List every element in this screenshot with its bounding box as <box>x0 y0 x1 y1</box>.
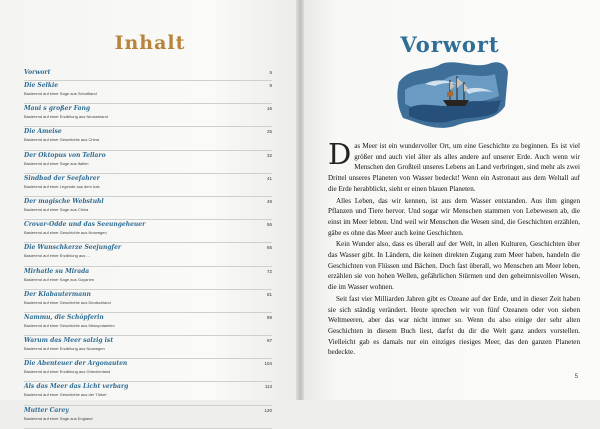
toc-entry <box>24 290 272 313</box>
toc-entry-title: Als das Meer das Licht verbarg <box>24 383 129 391</box>
toc-entry-title: Vorwort <box>24 69 51 76</box>
toc-entry-title: Nammu, die Schöpferin <box>24 313 104 321</box>
toc-entry-subtitle: Basierend auf einer Sage aus England <box>24 415 93 421</box>
toc-entry-title: Der Klabautermann <box>24 290 91 298</box>
toc-entry-page: 81 <box>266 291 272 297</box>
toc-entry <box>24 359 272 382</box>
toc-entry-title: Warum das Meer salzig ist <box>24 337 114 345</box>
toc-entry-page: 104 <box>264 361 272 367</box>
toc-entry-subtitle: Basierend auf einer Geschichte aus Norwegen <box>24 230 107 236</box>
toc-entry-page: 25 <box>266 129 272 135</box>
toc-entry-title: Sindbad der Seefahrer <box>24 174 100 182</box>
toc-entry <box>24 382 272 405</box>
toc-entry-page: 32 <box>266 152 272 158</box>
drop-cap: D <box>328 137 352 171</box>
toc-entry <box>24 243 272 266</box>
toc-entry-page: 41 <box>266 175 272 181</box>
toc-entry-page: 120 <box>264 407 272 413</box>
toc-entry-subtitle: Basierend auf einer Erzählung aus Norwegen <box>24 346 105 352</box>
toc-entry-title: Mirhatle su Mirada <box>24 267 90 275</box>
toc-entry-title: Die Abenteuer der Argonauten <box>24 360 128 368</box>
toc-entry <box>24 197 272 220</box>
toc-entry-title: Der magische Webstuhl <box>24 197 104 205</box>
ship-wave-illustration <box>395 60 510 130</box>
toc-entry <box>24 151 272 174</box>
toc-entry-title: Mutter Carey <box>24 406 69 414</box>
toc-entry-page: 72 <box>266 268 272 274</box>
table-of-contents <box>24 68 272 429</box>
toc-entry-subtitle: Basierend auf einer Legende aus dem Irak <box>24 183 100 189</box>
preface-page <box>300 0 600 400</box>
toc-entry-subtitle: Basierend auf einer Geschichte aus Deutschland <box>24 299 111 305</box>
toc-entry-title: Die Selkie <box>24 82 59 89</box>
book-gutter <box>296 0 304 400</box>
toc-entry <box>24 104 272 127</box>
toc-entry <box>24 220 272 243</box>
toc-entry-subtitle: Basierend auf einer Geschichte aus der Türkei <box>24 392 107 398</box>
toc-entry-page: 16 <box>266 106 272 112</box>
toc-entry-page: 113 <box>264 384 272 390</box>
toc-entry-page: 56 <box>266 222 272 228</box>
toc-entry-subtitle: Basierend auf einer Geschichte aus China <box>24 137 99 143</box>
toc-entry <box>24 336 272 359</box>
toc-entry-subtitle: Basierend auf einer Erzählung aus Griechenland <box>24 369 111 375</box>
page-number: 5 <box>574 374 578 380</box>
toc-entry <box>24 267 272 290</box>
toc-entry <box>24 127 272 150</box>
toc-entry-subtitle: Basierend auf einer Sage aus Guyanen <box>24 276 95 282</box>
toc-entry-subtitle: Basierend auf einer Erzählung aus Neuseeland <box>24 114 108 120</box>
paragraph-3: Kein Wunder also, dass es überall auf der Welt, in allen Kulturen, Geschichten über das Wasser gibt. In Ländern, die keinen direkten Zugang zum Meer haben, handeln die Geschichten von Flüssen und Bächen. Doch fast überall, wo Menschen am Meer leben, erzählen sie von hohen Wellen, gefährlichen Stürmen und den geheimnisvollen Wesen, die im Wasser wohnen. <box>328 240 580 292</box>
toc-entry-subtitle: Basierend auf einer Sage aus China <box>24 206 89 212</box>
toc-entry <box>24 174 272 197</box>
contents-title: Inhalt <box>114 32 186 54</box>
toc-entry-page: 49 <box>266 198 272 204</box>
toc-entry-title: Der Oktopus von Tellaro <box>24 151 106 159</box>
toc-entry-page: 97 <box>266 338 272 344</box>
preface-title: Vorwort <box>400 32 500 57</box>
paragraph-1: Das Meer ist ein wundervoller Ort, um eine Geschichte zu beginnen. Es ist viel größer und auch viel älter als alles andere auf unserer Erde. Auch wenn wir Menschen den Großteil unseres Lebens an Land verbringen, sind mehr als zwei Drittel unseres Planeten von Wasser bedeckt! Wenn ein Astronaut aus dem Weltall auf die Erde herabblickt, sieht er einen blauen Planeten. <box>328 137 581 193</box>
preface-text <box>328 137 581 359</box>
toc-entry-title: Die Wunschkerze Seejungfer <box>24 244 122 252</box>
toc-entry-page: 65 <box>266 245 272 251</box>
toc-entry-subtitle: Basierend auf einer Sage aus Italien <box>24 160 89 166</box>
toc-entry <box>24 81 272 104</box>
toc-entry-title: Maui s großer Fang <box>24 105 91 113</box>
toc-entry-subtitle: Basierend auf einer Geschichte aus Mesopotamien <box>24 322 115 328</box>
toc-entry-page: 5 <box>269 70 272 75</box>
toc-entry-subtitle: Basierend auf einer Sage aus Schottland <box>24 91 97 96</box>
toc-entry <box>24 313 272 336</box>
toc-entry <box>24 406 272 429</box>
toc-entry-subtitle: Basierend auf einer Erzählung aus ... <box>24 253 90 259</box>
toc-entry-page: 9 <box>269 83 272 88</box>
toc-entry <box>24 68 272 81</box>
toc-entry-page: 89 <box>266 314 272 320</box>
contents-page <box>0 0 300 421</box>
toc-entry-title: Crovar-Odde und das Seeungeheuer <box>24 221 146 229</box>
paragraph-4: Seit fast vier Milliarden Jahren gibt es Ozeane auf der Erde, und in dieser Zeit haben sie sich ständig verändert. Heute sprechen wir von fünf Ozeanen oder von sieben Weltmeeren, aber das war nicht immer so. Wenn du also einige der sehr alten Geschichten in diesem Buch liest, darfst du dir die Welt ganz anders vorstellen. Vielleicht gab es damals nur ein einziges riesiges Meer, das den ganzen Planeten bedeckte. <box>328 294 580 357</box>
paragraph-2: Alles Leben, das wir kennen, ist aus dem Wasser entstanden. Aus ihm gingen Pflanzen und Tiere hervor. Und sogar wir Menschen stammen von Lebewesen ab, die einst im Meer lebten. Und weil wir Menschen die Wesen sind, die Geschichten erzählen, gäbe es ohne das Meer auch keine Geschichten. <box>328 196 580 237</box>
toc-entry-title: Die Ameise <box>24 128 62 136</box>
